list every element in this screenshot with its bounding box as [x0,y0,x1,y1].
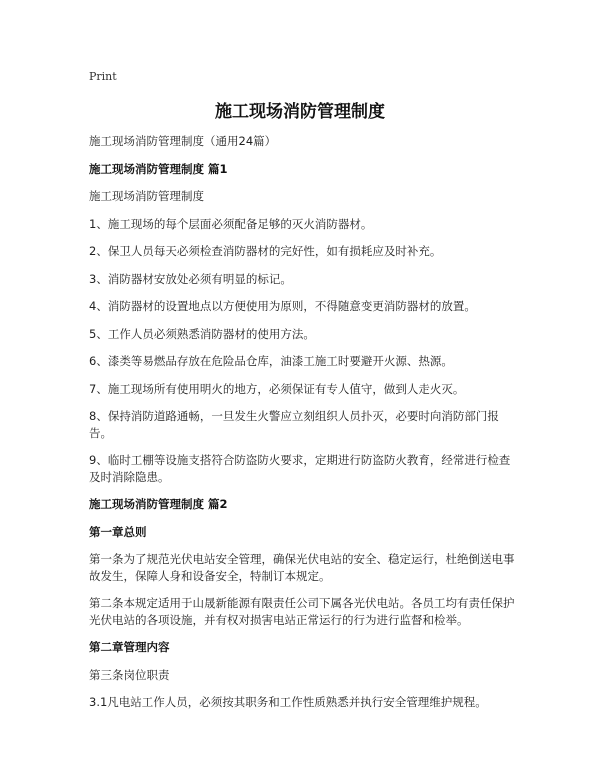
list-item: 6、漆类等易燃品存放在危险品仓库，油漆工施工时要避开火源、热源。 [89,354,453,368]
section-heading-1: 施工现场消防管理制度 篇1 [89,161,228,176]
page-title: 施工现场消防管理制度 [215,102,385,122]
article-2: 第二条本规定适用于山晟新能源有限责任公司下属各光伏电站。各员工均有责任保护光伏电站的各项设施，并有权对损害电站正常运行的行为进行监督和检举。 [89,596,515,627]
list-item: 1、施工现场的每个层面必须配备足够的灭火消防器材。 [89,216,373,231]
subtitle: 施工现场消防管理制度（通用24篇） [89,134,277,148]
item-3-1: 3.1凡电站工作人员，必须按其职务和工作性质熟悉并执行安全管理维护规程。 [89,695,487,709]
article-1: 第一条为了规范光伏电站安全管理，确保光伏电站的安全、稳定运行，杜绝倒送电事故发生，保障人身和设备安全，特制订本规定。 [89,552,515,583]
list-item: 5、工作人员必须熟悉消防器材的使用方法。 [89,326,315,341]
list-item: 3、消防器材安放处必须有明显的标记。 [89,271,292,286]
print-label: Print [89,70,117,83]
chapter-heading-1: 第一章总则 [89,524,147,539]
list-item: 8、保持消防道路通畅，一旦发生火警应立刻组织人员扑灭，必要时向消防部门报告。 [89,409,499,440]
list-item: 9、临时工棚等设施支搭符合防盗防火要求，定期进行防盗防火教育，经常进行检查及时消除隐患。 [89,453,511,484]
section-intro: 施工现场消防管理制度 [89,189,204,203]
chapter-heading-2: 第二章管理内容 [89,640,170,654]
list-item: 4、消防器材的设置地点以方便使用为原则，不得随意变更消防器材的放置。 [89,299,476,313]
section-heading-2: 施工现场消防管理制度 篇2 [89,497,228,511]
list-item: 7、施工现场所有使用明火的地方，必须保证有专人值守，做到人走火灭。 [89,381,465,396]
list-item: 2、保卫人员每天必须检查消防器材的完好性，如有损耗应及时补充。 [89,244,442,258]
article-3: 第三条岗位职责 [89,667,170,682]
document-body [89,133,521,722]
